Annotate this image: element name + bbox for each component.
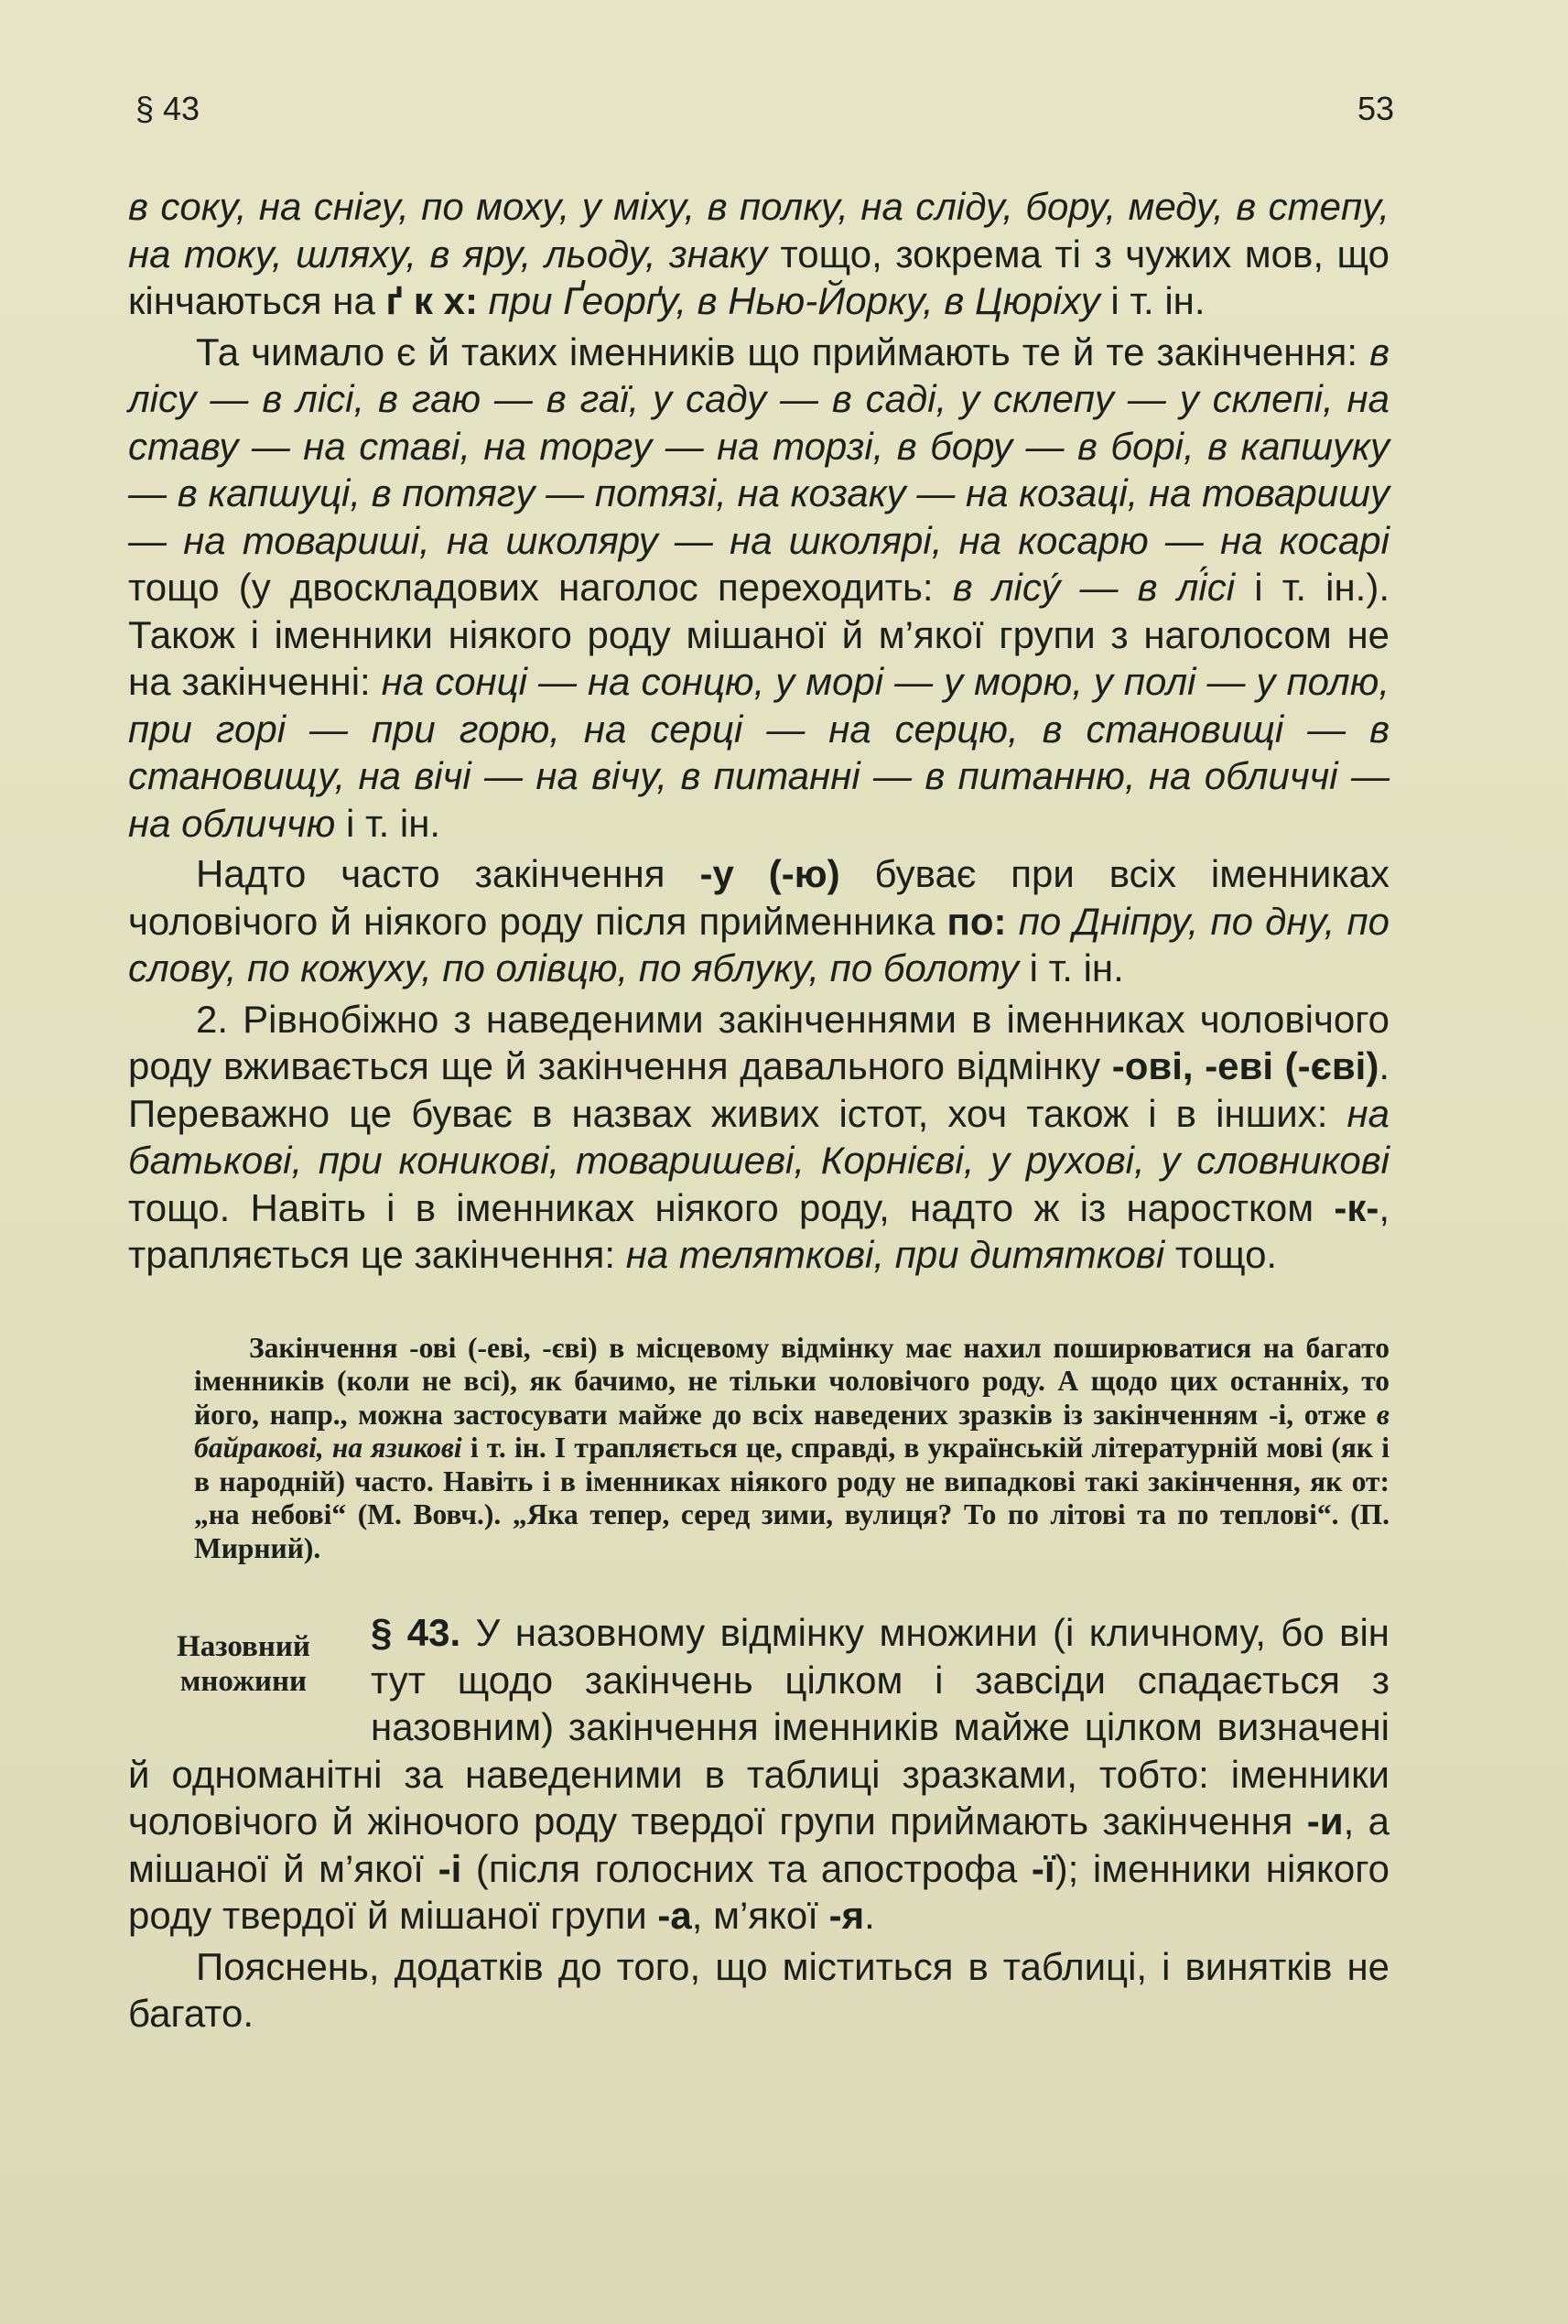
text-run: Та чимало є й таких іменників що приймають те й те закінчення: [196,330,1370,373]
paragraph [128,183,1390,325]
text-run [1007,900,1019,943]
italic-run: на сонці — на сонцю, у морі — у морю, у полі — у полю, при горі — при горю, на серці — на серцю, в становищі — в становищу, на вічі — на вічу, в питанні — в питанню, на обличчі — на обличчю [128,660,1390,845]
text-run: , а мішаної й м’якої [128,1800,1390,1890]
italic-run: в байракові, на язикові [194,1398,1390,1464]
paragraph [128,1943,1390,2038]
bold-run: -и [1306,1800,1344,1843]
bold-run: -у (-ю) [699,852,840,895]
text-run: У назовному відмінку множини (і кличному, бо він тут щодо закінчень цілком і завсіди спадається з назовним) закінчення іменників майже цілком визначені й одноманітні за наведеними в таблиці зразками, тобто: іменники чоловічого й жіночого роду твердої групи приймають закінчення [128,1611,1390,1843]
marginal-heading-line: Назовний [177,1630,310,1663]
text-run: . [864,1894,875,1937]
page-number: 53 [1357,90,1394,127]
text-run: буває при всіх іменниках чоловічого й ніякого роду після прийменника [128,852,1390,943]
bold-run: -я [828,1894,865,1937]
italic-run: по Дніпру, по дну, по слову, по кожуху, по олівцю, по яблуку, по болоту [128,899,1390,989]
italic-run: в соку, на снігу, по моху, у міху, в полку, на сліду, бору, меду, в степу, на току, шляху, в яру, льоду, знаку [128,185,1390,276]
text-run: і т. ін. І трапляється це, справді, в українській літературній мові (як і в народній) часто. Навіть і в іменниках ніякого роду не випадкові такі закінчення, як от: „на небові“ (М. Вовч.). „Яка тепер, серед зими, вулиця? То по літові та по теплові“. (П. Мирний). [194,1432,1390,1564]
section-43 [128,1609,1390,1940]
text-run: тощо. Навіть і в іменниках ніякого роду, надто ж із наростком [128,1185,1335,1229]
text-run: . Переважно це буває в назвах живих істот, хоч також і в інших: [128,1044,1390,1135]
bold-run: -ї [1031,1846,1055,1890]
bold-run: -ові, -еві (-єві) [1111,1044,1379,1087]
section-marker: § 43 [135,90,200,127]
text-run: і т. ін. [1019,946,1124,989]
paragraph [128,329,1390,848]
bold-run: § 43. [371,1611,461,1654]
marginal-heading-line: множини [179,1665,308,1698]
page-body [128,183,1390,2041]
paragraph [128,996,1390,1279]
page-header [135,90,1394,128]
note-paragraph [194,1332,1390,1566]
italic-run: при Ґеорґу, в Нью-Йорку, в Цюріху [488,279,1100,322]
footnote-block [128,1332,1390,1566]
text-run: ); іменники ніякого роду твердої й мішаної групи [128,1846,1390,1937]
text-run: , м’якої [691,1894,829,1937]
text-run: тощо, зокрема ті з чужих мов, що кінчаються на [128,232,1390,322]
bold-run: -к- [1334,1185,1379,1229]
bold-run: -і [438,1846,462,1890]
text-run: і т. ін.). Також і іменники ніякого роду мішаної й м’якої групи з наголосом не на закінченні: [128,566,1390,703]
italic-run: на батькові, при коникові, товаришеві, Корнієві, у рухові, у словникові [128,1091,1390,1182]
text-run: і т. ін. [1099,279,1206,322]
bold-run: ґ к х: [385,279,478,322]
text-run: Надто часто закінчення [196,852,700,895]
marginal-heading [128,1629,359,1699]
text-run: Закінчення -ові (-еві, -єві) в місцевому відмінку має нахил поширюватися на багато іменників (коли не всі), як бачимо, не тільки чоловічого роду. А щодо цих останніх, то його, напр., можна застосувати майже до всіх наведених зразків із закінченням -і, отже [194,1331,1390,1431]
bold-run: -а [657,1894,692,1937]
text-run: тощо. [1164,1233,1278,1276]
text-run: тощо (у двоскладових наголос переходить: [128,566,953,609]
text-run [478,279,489,322]
italic-run: в лісу — в лісі, в гаю — в гаї, у саду — в саді, у склепу — у склепі, на ставу — на ставі, на торгу — на торзі, в бору — в борі, в капшуку — в капшуці, в потягу — потязі, на козаку — на козаці, на товаришу — на товариші, на школяру — на школярі, на косарю — на косарі [128,330,1390,562]
bold-run: по: [946,899,1007,943]
text-run: , трапляється це закінчення: [128,1185,1390,1276]
paragraph [128,850,1390,992]
text-run: 2. Рівнобіжно з наведеними закінченнями в іменниках чоловічого роду вживається ще й закінчення давального відмінку [128,997,1390,1087]
text-run: і т. ін. [335,801,441,845]
text-run: (після голосних та апострофа [461,1846,1032,1890]
italic-run: на теляткові, при дитяткові [625,1233,1165,1276]
italic-run: в лісу́ — в лі́сі [952,566,1236,609]
text-run: Пояснень, додатків до того, що міститься в таблиці, і винятків не багато. [128,1944,1390,2035]
